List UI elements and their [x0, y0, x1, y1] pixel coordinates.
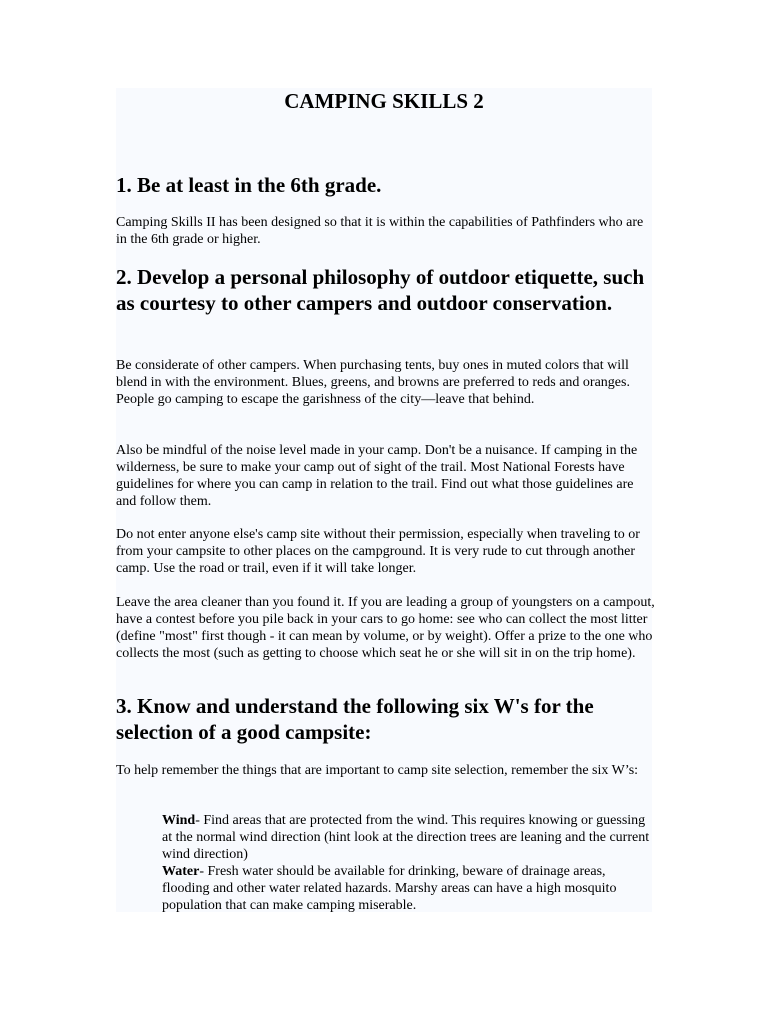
section-3-paragraph-1: To help remember the things that are important to camp site selection, remember the six W’s:: [116, 763, 639, 778]
list-item-wind: [162, 812, 652, 863]
section-1-heading: 1. Be at least in the 6th grade.: [116, 173, 382, 197]
list-item-text: - Find areas that are protected from the wind. This requires knowing or guessing at the normal wind direction (hint look at the direction trees are leaning and the current wind direction): [162, 813, 650, 862]
section-2-paragraph-1: Be considerate of other campers. When purchasing tents, buy ones in muted colors that will blend in with the environment. Blues, greens, and browns are preferred to reds and oranges. People go camping to escape the garishness of the city—leave that behind.: [116, 358, 630, 407]
section-2-paragraph-2: Also be mindful of the noise level made in your camp. Don't be a nuisance. If camping in the wilderness, be sure to make your camp out of sight of the trail. Most National Forests have guidelines for where you can camp in relation to the trail. Find out what those guidelines are and follow them.: [116, 443, 638, 509]
list-item-term: Water: [162, 864, 200, 879]
list-item-text: - Fresh water should be available for drinking, beware of drainage areas, flooding and other water related hazards. Marshy areas can have a high mosquito population that can make camping miserable.: [162, 864, 617, 913]
section-2-paragraph-3: Do not enter anyone else's camp site without their permission, especially when traveling to or from your campsite to other places on the campground. It is very rude to cut through another camp. Use the road or trail, even if it will take longer.: [116, 527, 640, 576]
section-2-paragraph-4: Leave the area cleaner than you found it. If you are leading a group of youngsters on a campout, have a contest before you pile back in your cars to go home: see who can collect the most litter (define "most" first though - it can mean by volume, or by weight). Offer a prize to the one who collects the most (such as getting to choose which seat he or she will sit in on the trip home).: [116, 595, 655, 661]
section-2-heading: 2. Develop a personal philosophy of outdoor etiquette, such as courtesy to other campers and outdoor conservation.: [116, 265, 645, 315]
list-item-term: Wind: [162, 813, 196, 828]
list-item-water: [162, 863, 652, 914]
document-title: CAMPING SKILLS 2: [284, 89, 484, 113]
section-1-paragraph-1: Camping Skills II has been designed so that it is within the capabilities of Pathfinders who are in the 6th grade or higher.: [116, 215, 644, 247]
section-3-heading: 3. Know and understand the following six W's for the selection of a good campsite:: [116, 694, 594, 744]
